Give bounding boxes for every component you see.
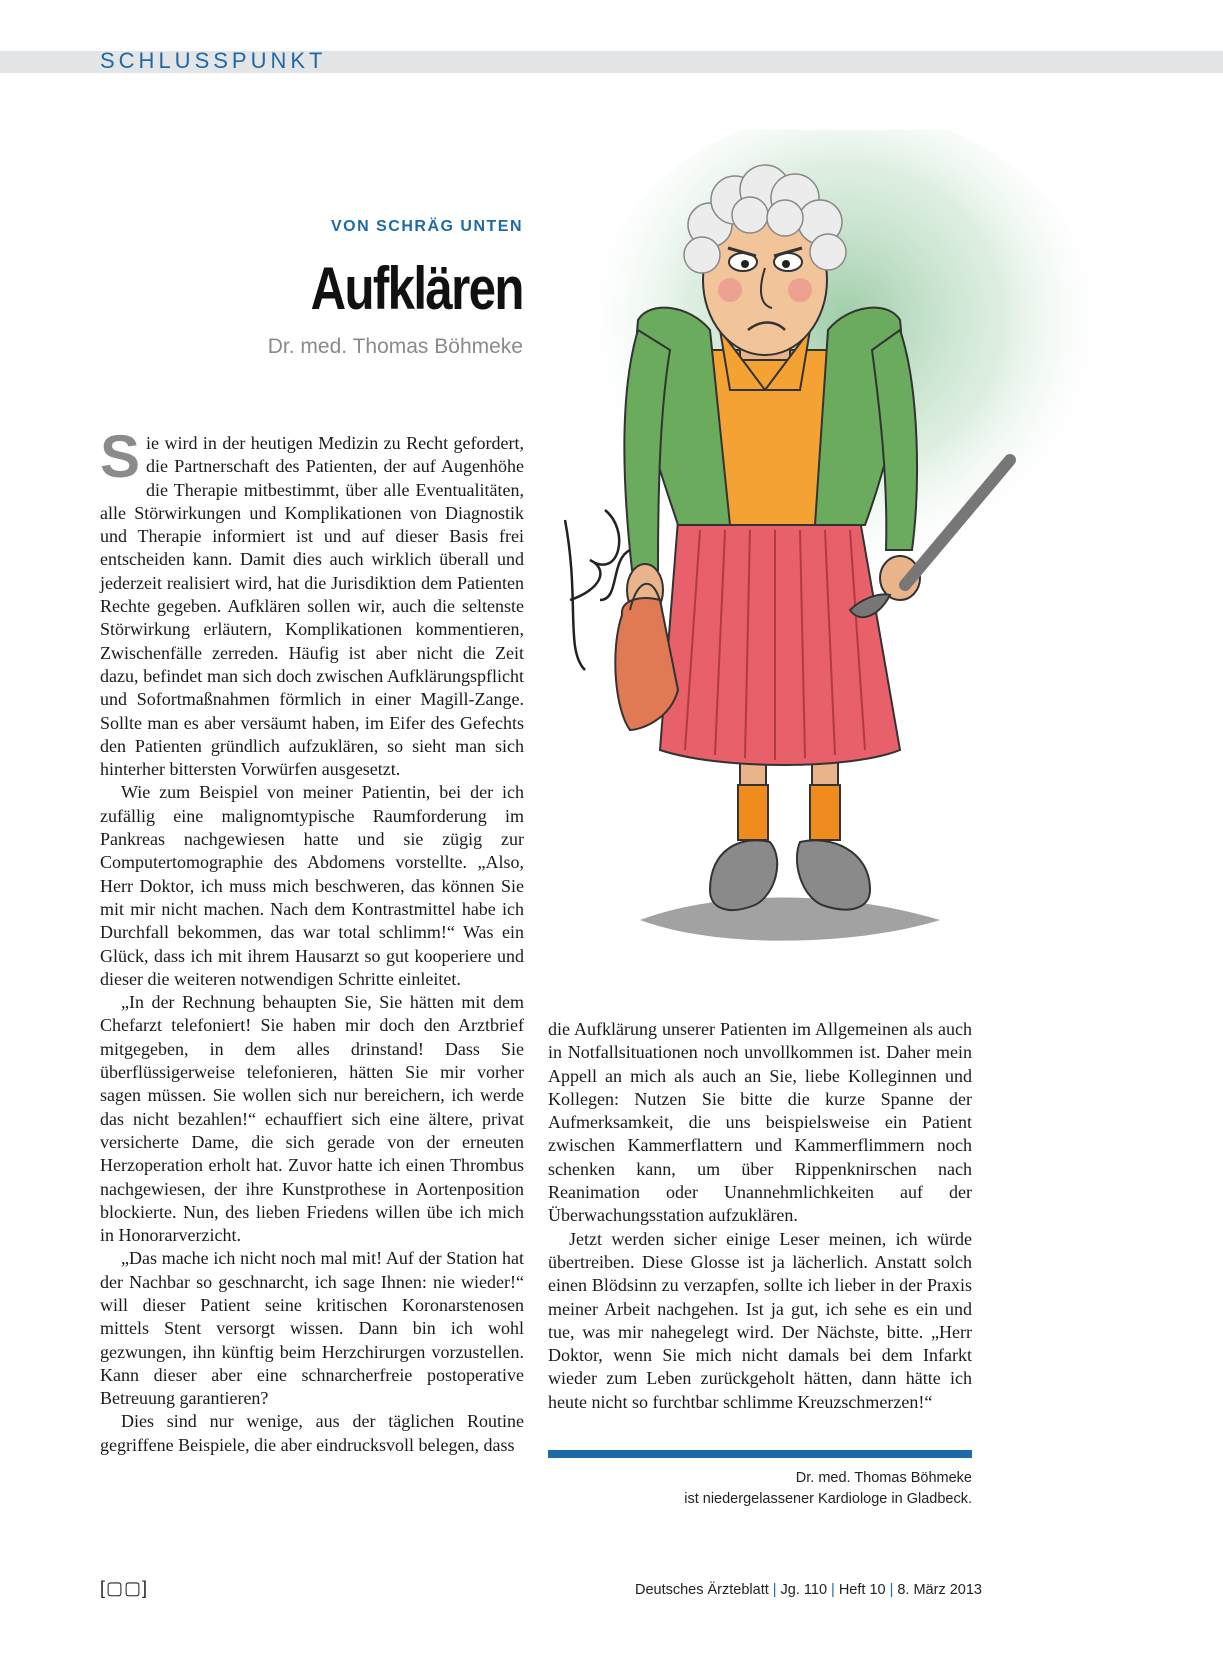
author-description: ist niedergelassener Kardiologe in Gladbeck. xyxy=(684,1491,972,1507)
author-note xyxy=(684,1468,972,1510)
page-marker: [▢▢] xyxy=(100,1578,149,1598)
article-byline: Dr. med. Thomas Böhmeke xyxy=(267,335,523,358)
article-kicker: VON SCHRÄG UNTEN xyxy=(330,218,523,235)
paragraph: Jetzt werden sicher einige Leser meinen, ich würde übertreiben. Diese Glosse ist ja lächerlich. Anstatt solch einen Blödsinn zu verzapfen, sollte ich lieber in der Praxis meiner Arbeit nachgehen. Ist ja gut, ich sehe es ein und tue, was mir nahegelegt wird. Der Nächste, bitte. „Herr Doktor, wenn Sie mich nicht damals bei dem Infarkt wieder zum Leben zurückgeholt hätten, dann hätte ich heute nicht so furchtbar schlimme Kreuzschmerzen!“ xyxy=(548,1228,972,1412)
paragraph: „In der Rechnung behaupten Sie, Sie hätten mit dem Chefarzt telefoniert! Sie haben mir doch den Arztbrief mitgegeben, in dem alles drinstand! Dass Sie überflüssigerweise telefonieren, hätten Sie mir vorher sagen müssen. Sie wollen sich nur bereichern, ich werde das nicht bezahlen!“ echauffiert sich eine ältere, privat versicherte Dame, die sich gerade von der erneuten Herzoperation erholt hat. Zuvor hatte ich einen Thrombus nachgewiesen, der ihre Kunstprothese in Aortenposition blockierte. Nun, des lieben Friedens willen übe ich mich in Honorarverzicht. xyxy=(100,992,524,1246)
author-rule xyxy=(548,1450,972,1458)
issue-date: 8. März 2013 xyxy=(897,1582,982,1598)
paragraph: Wie zum Beispiel von meiner Patientin, bei der ich zufällig eine malignomtypische Raumforderung im Pankreas nachgewiesen hatte und sie zügig zur Computertomographie des Abdomens vorstellte. „Also, Herr Doktor, ich muss mich beschweren, das können Sie mit mir nicht machen. Nach dem Kontrastmittel habe ich Durchfall bekommen, das war total schlimm!“ Was ein Glück, dass ich mit ihrem Hausarzt so gut kooperiere und dieser die weiteren notwendigen Schritte einleitet. xyxy=(100,782,524,989)
article-column-right xyxy=(548,1018,972,1414)
paragraph: „Das mache ich nicht noch mal mit! Auf der Station hat der Nachbar so geschnarcht, ich sage Ihnen: nie wieder!“ will dieser Patient seine kritischen Koronarstenosen mittels Stent versorgt wissen. Dann bin ich wohl gezwungen, ihn künftig beim Herzchirurgen vorzustellen. Kann dieser aber eine schnarcherfreie postoperative Betreuung garantieren? xyxy=(100,1248,524,1409)
volume: Jg. 110 xyxy=(780,1582,828,1598)
paragraph: die Aufklärung unserer Patienten im Allgemeinen als auch in Notfallsituationen noch unvollkommen ist. Daher mein Appell an mich als auch an Sie, liebe Kolleginnen und Kollegen: Nutzen Sie bitte die kurze Spanne der Aufmerksamkeit, die uns beispielsweise ein Patient zwischen Kammerflattern und Kammerflimmern noch schenken kann, um über Rippenknirschen nach Reanimation oder Unannehmlichkeiten auf der Überwachungsstation aufzuklären. xyxy=(548,1019,972,1226)
article-column-left xyxy=(100,423,524,1457)
paragraph: Dies sind nur wenige, aus der täglichen Routine gegriffene Beispiele, die aber eindrucksvoll belegen, dass xyxy=(100,1411,524,1455)
author-name: Dr. med. Thomas Böhmeke xyxy=(795,1470,972,1486)
section-label: SCHLUSSPUNKT xyxy=(100,48,327,73)
publication-name: Deutsches Ärzteblatt xyxy=(634,1582,769,1598)
issue: Heft 10 xyxy=(838,1582,886,1598)
dropcap: S xyxy=(100,423,141,490)
paragraph: Sie wird in der heutigen Medizin zu Recht gefordert, die Partnerschaft des Patienten, der auf Augenhöhe die Therapie mitbestimmt, über alle Eventualitäten, alle Störwirkungen und Komplikationen von Diagnostik und Therapie informiert ist und auf dieser Basis frei entscheiden kann. Damit dies auch wirklich überall und jederzeit realisiert wird, hat die Jurisdiktion dem Patienten Rechte gegeben. Aufklären sollen wir, auch die seltenste Störwirkung erläutern, Komplikationen kommentieren, Zwischenfälle zerreden. Häufig ist aber nicht die Zeit dazu, befindet man sich doch zwischen Aufklärungspflicht und Sofortmaßnahmen förmlich in einer Magill-Zange. Sollte man es aber versäumt haben, im Eifer des Gefechts den Patienten gründlich aufzuklären, so sieht man sich hinterher bittersten Vorwürfen ausgesetzt. xyxy=(100,423,524,780)
article-title: Aufklären xyxy=(310,255,523,322)
cartoon-illustration xyxy=(560,130,1120,980)
footer-publication-info: Deutsches Ärzteblatt | Jg. 110 | Heft 10 | 8. März 2013 xyxy=(634,1582,982,1598)
